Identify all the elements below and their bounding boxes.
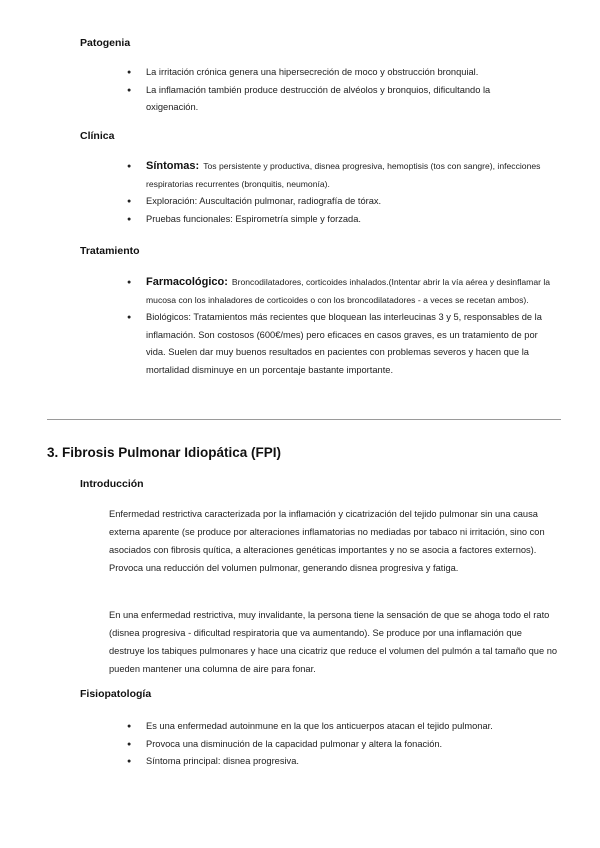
list-item: ● Provoca una disminución de la capacidad pulmonar y altera la fonación. [127,736,557,754]
patogenia-list [127,64,532,117]
fisiopatologia-list [127,718,557,771]
list-item [127,158,552,193]
clinica-list [127,158,552,228]
list-item: ● Exploración: Auscultación pulmonar, radiografía de tórax. [127,193,552,211]
tratamiento-list [127,274,557,379]
list-item: ● La irritación crónica genera una hipersecreción de moco y obstrucción bronquial. [127,64,532,82]
farmacologico-text: Broncodilatadores, corticoides inhalados.(Intentar abrir la vía aérea y desinflamar la mucosa con los inhaladores de corticoides o con los broncodilatadores - a veces se recetan ambos). [146,277,551,305]
section-title: 3. Fibrosis Pulmonar Idiopática (FPI) [47,445,282,460]
sintomas-text: Tos persistente y productiva, disnea progresiva, hemoptisis (tos con sangre), infecciones respiratorias recurrentes (bronquitis, neumonía). [146,161,541,189]
list-item: ● Pruebas funcionales: Espirometría simple y forzada. [127,211,552,229]
farmacologico-label: Farmacológico: [146,276,228,288]
patogenia-heading: Patogenia [80,37,131,49]
list-item: ● La inflamación también produce destrucción de alvéolos y bronquios, dificultando la oxigenación. [127,82,532,117]
tratamiento-heading: Tratamiento [80,245,140,257]
fisiopatologia-heading: Fisiopatología [80,688,152,700]
clinica-heading: Clínica [80,130,115,142]
list-item: ● Biológicos: Tratamientos más recientes que bloquean las interleucinas 3 y 5, responsables de la inflamación. Son costosos (600€/mes) pero eficaces en casos graves, es un tratamiento de por vida. Suelen dar muy buenos resultados en pacientes con problemas severos y hacen que la mortalidad disminuye en un porcentaje bastante importante. [127,309,557,379]
list-item: ● Es una enfermedad autoinmune en la que los anticuerpos atacan el tejido pulmonar. [127,718,557,736]
list-item [127,274,557,309]
intro-paragraph-2: En una enfermedad restrictiva, muy invalidante, la persona tiene la sensación de que se ahoga todo el rato (disnea progresiva - dificultad respiratoria que va aumentando). Se produce por una inflamación que destruye los tabiques pulmonares y hace una cicatriz que reduce el volumen del pulmón a tal tamaño que no pueden mantener una columna de aire para fonar. [109,610,558,674]
sintomas-label: Síntomas: [146,160,200,172]
intro-paragraph-1: Enfermedad restrictiva caracterizada por la inflamación y cicatrización del tejido pulmonar sin una causa externa aparente (se produce por alteraciones inflamatorias no mediadas por tabaco ni irritación, sino con asociados con fibrosis quítica, a alteraciones genéticas importantes y no se asocia a factores externos). Provoca una reducción del volumen pulmonar, generando disnea progresiva y fatiga. [109,509,545,573]
section-divider [47,419,561,420]
introduccion-heading: Introducción [80,478,144,490]
list-item: ● Síntoma principal: disnea progresiva. [127,753,557,771]
